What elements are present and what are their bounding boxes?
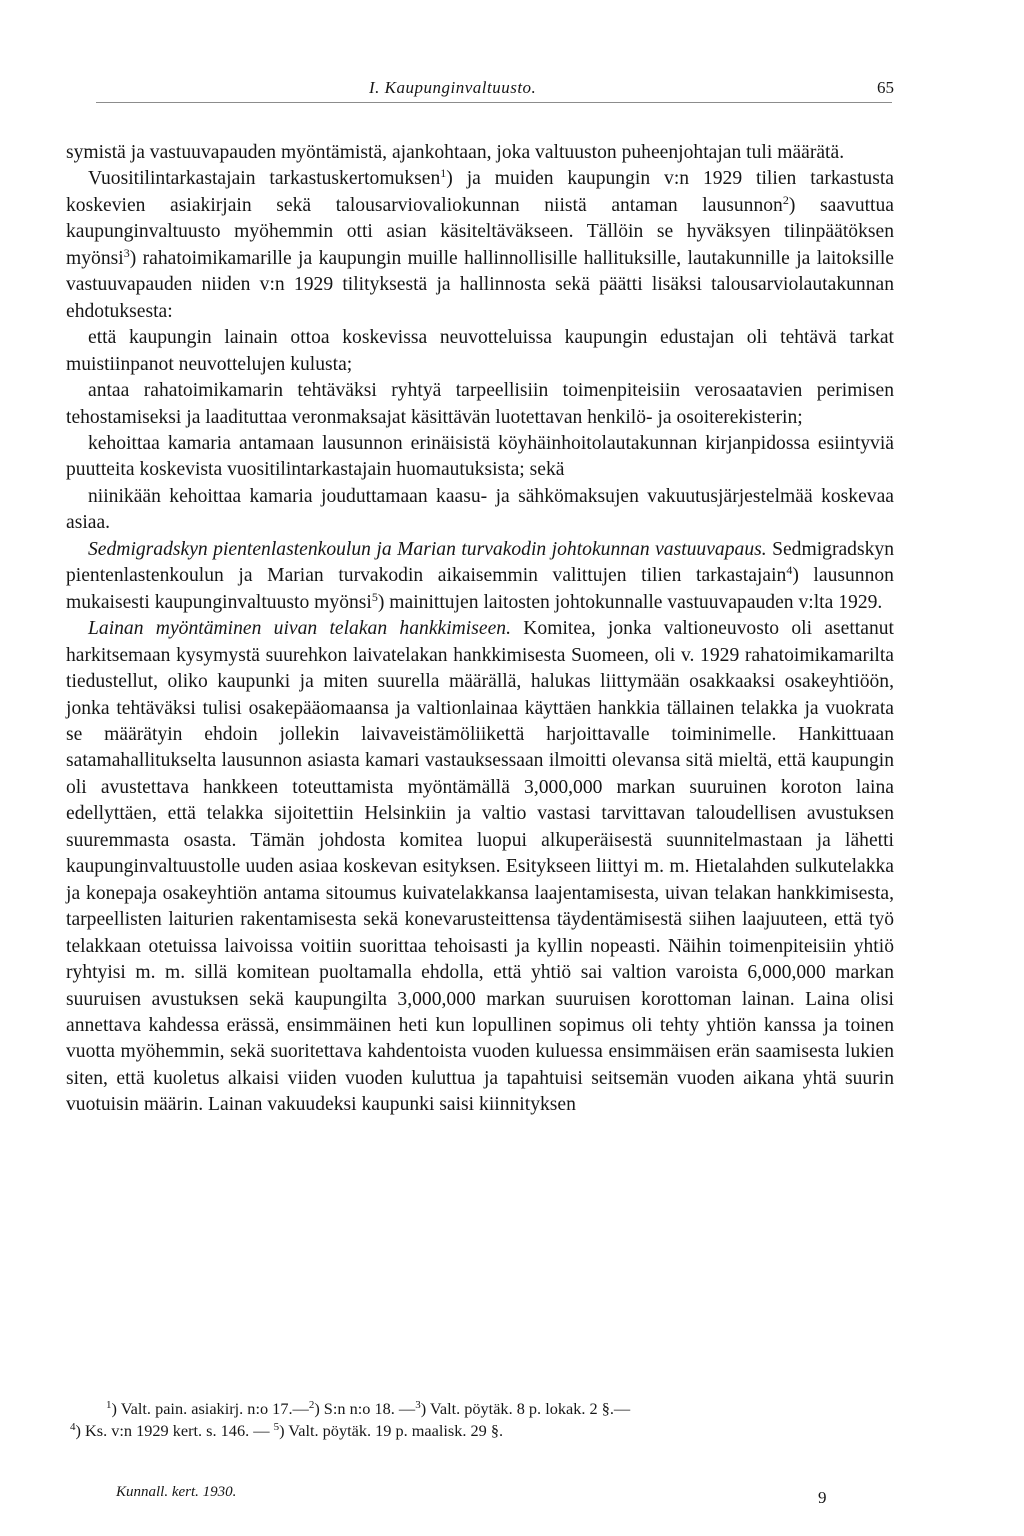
- paragraph: Sedmigradskyn pientenlastenkoulun ja Marian turvakodin johtokunnan vastuuvapaus. Sedmigradskyn pientenlastenkoulun ja Marian turvakodin aikaisemmin valittujen tilien tarkastajain$^4$) lausunnon mukaisesti kaupunginvaltuusto myönsi$^5$) mainittujen laitosten johtokunnalle vastuuvapauden v:lta 1929.: [66, 538, 894, 613]
- paragraph: Vuositilintarkastajain tarkastuskertomuksen$^1$) ja muiden kaupungin v:n 1929 tilien tarkastusta koskevien asiakirjain sekä talousarviovaliokunnan niistä antaman lausunnon$^2$) saavuttua kaupunginvaltuusto myöhemmin otti asian käsiteltäväkseen. Tällöin se hyväksyen tilinpäätöksen myönsi$^3$) rahatoimikamarille ja kaupungin muille hallinnollisille hallituksille, lautakunnille ja laitoksille vastuuvapauden niiden v:n 1929 tilityksestä ja hallinnosta sekä päätti lisäksi talousarviolautakunnan ehdotuksesta:: [66, 166, 894, 322]
- footnote-ref: 3: [123, 245, 130, 260]
- footnote-ref: 4: [786, 563, 793, 578]
- body-text: [66, 140, 894, 1119]
- paragraph: symistä ja vastuuvapauden myöntämistä, ajankohtaan, joka valtuuston puheenjohtajan tuli määrätä.: [66, 142, 845, 163]
- signature-mark: Kunnall. kert. 1930.: [116, 1484, 237, 1500]
- section-heading: Lainan myöntäminen uivan telakan hankkimiseen.: [88, 618, 511, 640]
- paragraph: niinikään kehoittaa kamaria jouduttamaan kaasu- ja sähkömaksujen vakuutusjärjestelmää koskevaa asiaa.: [66, 485, 894, 534]
- section-heading: Sedmigradskyn pientenlastenkoulun ja Marian turvakodin johtokunnan vastuuvapaus.: [88, 538, 767, 560]
- sheet-number: 9: [818, 1488, 827, 1507]
- header-rule: [96, 102, 892, 103]
- running-title: I. Kaupunginvaltuusto.: [369, 78, 537, 97]
- footnote-line: $^1$) Valt. pain. asiakirj. n:o 17.—$^2$) S:n n:o 18. —$^3$) Valt. pöytäk. 8 p. lokak. 2 §.—: [106, 1399, 631, 1418]
- footnote-line: $^4$) Ks. v:n 1929 kert. s. 146. — $^5$) Valt. pöytäk. 19 p. maalisk. 29 §.: [70, 1420, 504, 1440]
- footnote-ref: 2: [782, 192, 789, 207]
- footnote-ref: 5: [371, 589, 378, 604]
- paragraph: antaa rahatoimikamarin tehtäväksi ryhtyä tarpeellisiin toimenpiteisiin verosaatavien perimisen tehostamiseksi ja laadituttaa veronmaksajat käsittävän luotettavan henkilö- ja osoiterekisterin;: [66, 380, 894, 428]
- footnotes: [66, 1398, 894, 1441]
- paragraph: Lainan myöntäminen uivan telakan hankkimiseen. Komitea, jonka valtioneuvosto oli asettanut harkitsemaan kysymystä suurehkon laivatelakan hankkimisesta Suomeen, oli v. 1929 rahatoimikamarilta tiedustellut, oliko kaupunki ja miten suurella määrällä, halukas liittymään osakkaaksi osakeyhtiöön, jonka tehtäväksi tulisi osakepääomaansa ja valtionlainaa käyttäen hankkia tällainen telakka ja vuokrata se määrätyin ehdoin jollekin laivaveistämöliikettä harjoittavalle toiminimelle. Hankittuaan satamahallitukselta lausunnon asiasta kamari vastauksessaan ilmoitti olevansa sitä mieltä, että kaupungin oli avustettava hankkeen toteuttamista myöntämällä 3,000,000 markan suuruinen koroton laina edellyttäen, että telakka sijoitettiin Helsinkiin ja valtio vastasi tarvittavan taloudellisen avustuksen suuremmasta osasta. Tämän johdosta komitea luopui alkuperäisestä suunnitelmastaan ja lähetti kaupunginvaltuustolle uuden asiaa koskevan esityksen. Esitykseen liittyi m. m. Hietalahden sulkutelakka ja konepaja osakeyhtiön antama sitoumus kuivatelakkansa laajentamisesta, uivan telakan hankkimisesta, tarpeellisten laiturien rakentamisesta sekä konevarusteittensa täydentämisestä siihen laajuuteen, että työ telakkaan otetuissa laivoissa voitiin suorittaa tehoisasti ja kyllin nopeasti. Näihin toimenpiteisiin yhtiö ryhtyisi m. m. sillä komitean puoltamalla ehdolla, että yhtiö sai valtion varoista 6,000,000 markan suuruisen avustuksen sekä kaupungilta 3,000,000 markan suuruisen korottoman lainan. Laina olisi annettava kahdessa erässä, ensimmäinen heti kun lopullinen sopimus oli tehty yhtiön kanssa ja toinen vuotta myöhemmin, sekä suoritettava kahdentoista vuoden kuluessa ensimmäisen erän saamisesta lukien siten, että kuoletus alkaisi viiden vuoden kuluttua ja tapahtuisi seitsemän vuoden aikana yhtä suurin vuotuisin määrin. Lainan vakuudeksi kaupunki saisi kiinnityksen: [66, 618, 894, 1116]
- page-number: 65: [877, 78, 894, 97]
- paragraph: kehoittaa kamaria antamaan lausunnon erinäisistä köyhäinhoitolautakunnan kirjanpidossa esiintyviä puutteita koskevista vuositilintarkastajain huomautuksista; sekä: [66, 432, 894, 481]
- paragraph: että kaupungin lainain ottoa koskevissa neuvotteluissa kaupungin edustajan oli tehtävä tarkat muistiinpanot neuvottelujen kulusta;: [66, 327, 894, 375]
- footnote-ref: 1: [440, 166, 447, 181]
- running-header: [66, 78, 894, 102]
